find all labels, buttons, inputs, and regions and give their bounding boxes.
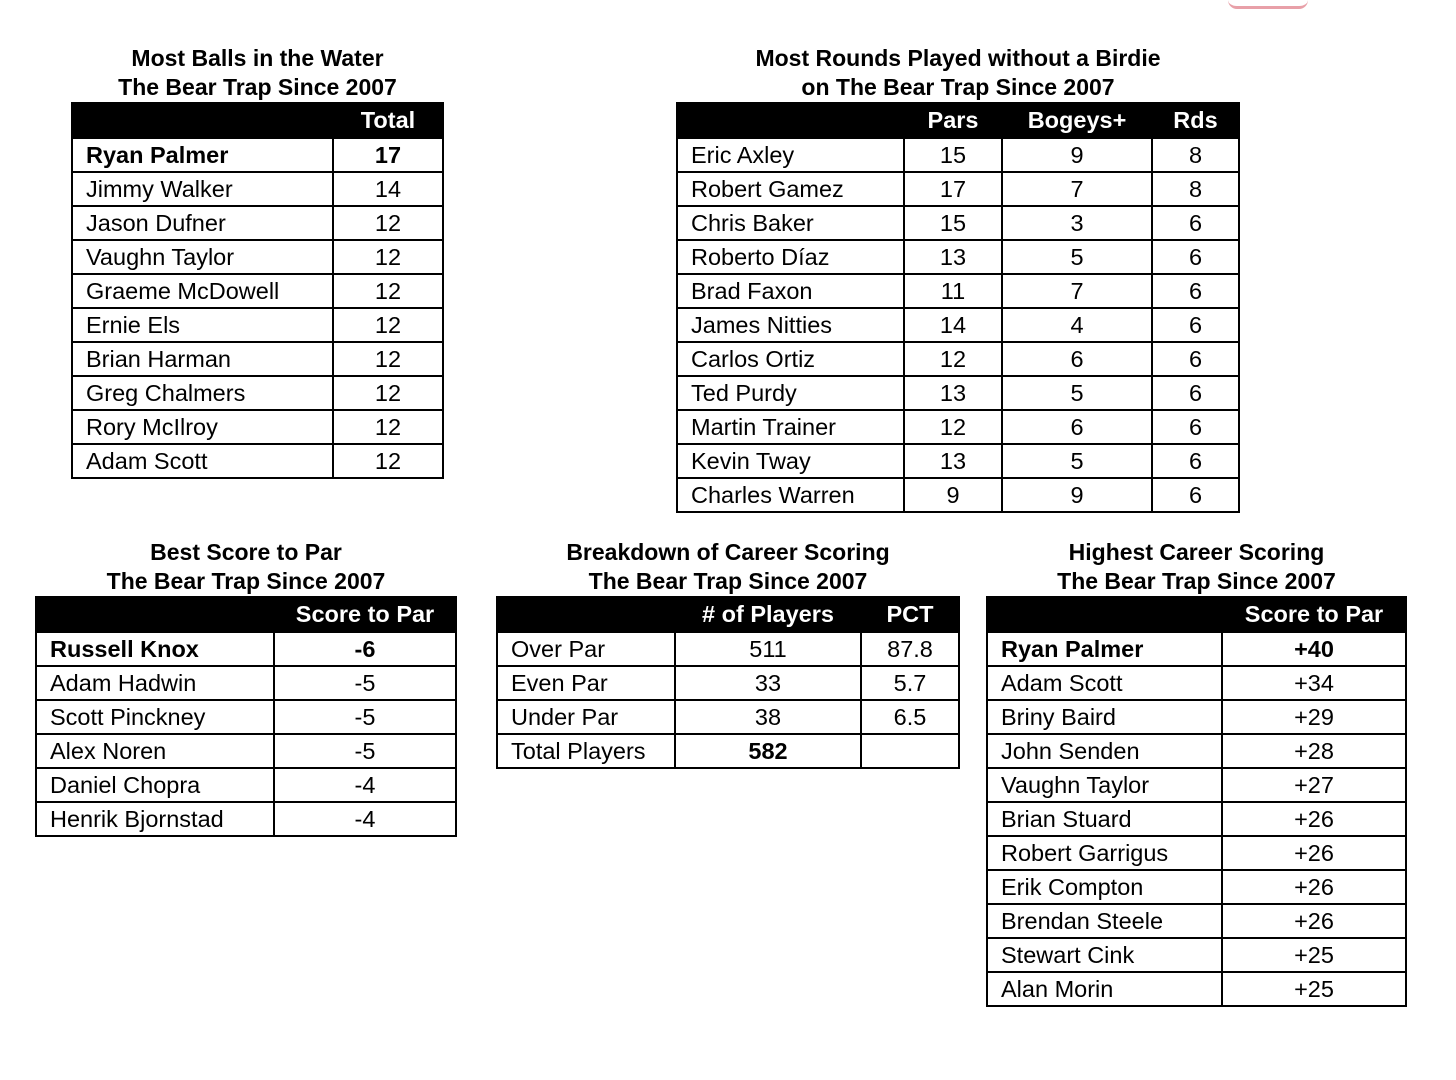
balls-total: 12 (333, 240, 443, 274)
table-row (987, 870, 1406, 904)
table-row (36, 734, 456, 768)
table-row (987, 938, 1406, 972)
table-row (677, 444, 1239, 478)
table-row (36, 666, 456, 700)
balls-water-body (72, 138, 443, 478)
rounds-count: 6 (1152, 206, 1239, 240)
balls-total: 17 (333, 138, 443, 172)
players-count: 38 (675, 700, 861, 734)
no-birdie-section (676, 44, 1240, 513)
player-name: Ryan Palmer (72, 138, 333, 172)
player-name: Roberto Díaz (677, 240, 904, 274)
category-label: Over Par (497, 632, 675, 666)
rounds-count: 6 (1152, 444, 1239, 478)
percentage: 5.7 (861, 666, 959, 700)
balls-water-title (71, 44, 444, 102)
player-name: Brian Stuard (987, 802, 1222, 836)
players-count: 511 (675, 632, 861, 666)
score-to-par: +25 (1222, 972, 1406, 1006)
bogeys-count: 4 (1002, 308, 1152, 342)
bogeys-count: 7 (1002, 274, 1152, 308)
table-row (72, 376, 443, 410)
breakdown-section (496, 538, 960, 769)
player-name: Alex Noren (36, 734, 274, 768)
category-label: Under Par (497, 700, 675, 734)
player-name: Brad Faxon (677, 274, 904, 308)
player-name: Graeme McDowell (72, 274, 333, 308)
pars-count: 13 (904, 240, 1002, 274)
header-name-cell (677, 103, 904, 138)
score-to-par: -5 (274, 666, 456, 700)
player-name: Jason Dufner (72, 206, 333, 240)
pars-count: 15 (904, 206, 1002, 240)
player-name: Robert Gamez (677, 172, 904, 206)
table-row (72, 308, 443, 342)
pars-count: 13 (904, 376, 1002, 410)
bogeys-count: 7 (1002, 172, 1152, 206)
player-name: Jimmy Walker (72, 172, 333, 206)
table-row (987, 802, 1406, 836)
balls-water-section (71, 44, 444, 479)
table-row (987, 768, 1406, 802)
player-name: Briny Baird (987, 700, 1222, 734)
rounds-count: 8 (1152, 138, 1239, 172)
percentage (861, 734, 959, 768)
balls-total: 12 (333, 206, 443, 240)
player-name: Stewart Cink (987, 938, 1222, 972)
table-row (497, 666, 959, 700)
table-row (987, 666, 1406, 700)
score-to-par: +26 (1222, 870, 1406, 904)
player-name: John Senden (987, 734, 1222, 768)
player-name: Carlos Ortiz (677, 342, 904, 376)
player-name: Ryan Palmer (987, 632, 1222, 666)
header-name-cell (987, 597, 1222, 632)
best-score-table (35, 596, 457, 837)
player-name: Greg Chalmers (72, 376, 333, 410)
player-name: Alan Morin (987, 972, 1222, 1006)
balls-total: 12 (333, 410, 443, 444)
best-score-title-line2: The Bear Trap Since 2007 (106, 568, 386, 594)
no-birdie-title (676, 44, 1240, 102)
bogeys-count: 5 (1002, 444, 1152, 478)
header-pct: PCT (861, 597, 959, 632)
no-birdie-table (676, 102, 1240, 513)
score-to-par: -6 (274, 632, 456, 666)
no-birdie-title-line1: Most Rounds Played without a Birdie (755, 45, 1161, 71)
pars-count: 17 (904, 172, 1002, 206)
player-name: Vaughn Taylor (987, 768, 1222, 802)
highest-title (986, 538, 1407, 596)
players-count: 582 (675, 734, 861, 768)
player-name: James Nitties (677, 308, 904, 342)
table-row (677, 410, 1239, 444)
player-name: Brian Harman (72, 342, 333, 376)
table-row (677, 138, 1239, 172)
rounds-count: 6 (1152, 410, 1239, 444)
table-row (72, 172, 443, 206)
table-row (72, 206, 443, 240)
bogeys-count: 9 (1002, 478, 1152, 512)
bogeys-count: 5 (1002, 240, 1152, 274)
header-label-cell (497, 597, 675, 632)
highest-body (987, 632, 1406, 1006)
table-row (497, 700, 959, 734)
score-to-par: -5 (274, 700, 456, 734)
pars-count: 13 (904, 444, 1002, 478)
bogeys-count: 6 (1002, 410, 1152, 444)
pars-count: 11 (904, 274, 1002, 308)
table-header-row (677, 103, 1239, 138)
players-count: 33 (675, 666, 861, 700)
table-row (987, 734, 1406, 768)
balls-total: 14 (333, 172, 443, 206)
table-row (497, 632, 959, 666)
rounds-count: 6 (1152, 308, 1239, 342)
table-row (987, 904, 1406, 938)
score-to-par: +34 (1222, 666, 1406, 700)
player-name: Ted Purdy (677, 376, 904, 410)
score-to-par: +25 (1222, 938, 1406, 972)
balls-total: 12 (333, 376, 443, 410)
score-to-par: -5 (274, 734, 456, 768)
table-row (677, 308, 1239, 342)
best-score-body (36, 632, 456, 836)
player-name: Ernie Els (72, 308, 333, 342)
rounds-count: 8 (1152, 172, 1239, 206)
balls-water-table (71, 102, 444, 479)
table-header-row (987, 597, 1406, 632)
pars-count: 12 (904, 342, 1002, 376)
table-row (987, 700, 1406, 734)
table-row (36, 802, 456, 836)
player-name: Rory McIlroy (72, 410, 333, 444)
header-score-to-par: Score to Par (1222, 597, 1406, 632)
bogeys-count: 9 (1002, 138, 1152, 172)
player-name: Kevin Tway (677, 444, 904, 478)
no-birdie-title-line2: on The Bear Trap Since 2007 (801, 74, 1115, 100)
percentage: 6.5 (861, 700, 959, 734)
balls-total: 12 (333, 342, 443, 376)
balls-total: 12 (333, 444, 443, 478)
header-score-to-par: Score to Par (274, 597, 456, 632)
header-name-cell (72, 103, 333, 138)
category-label: Even Par (497, 666, 675, 700)
highest-title-line2: The Bear Trap Since 2007 (1057, 568, 1336, 594)
pars-count: 12 (904, 410, 1002, 444)
pars-count: 9 (904, 478, 1002, 512)
table-row (987, 972, 1406, 1006)
table-row (72, 410, 443, 444)
table-row (72, 444, 443, 478)
score-to-par: -4 (274, 802, 456, 836)
best-score-title-line1: Best Score to Par (150, 539, 342, 565)
table-row (36, 632, 456, 666)
header-rds: Rds (1152, 103, 1239, 138)
table-row (497, 734, 959, 768)
header-pars: Pars (904, 103, 1002, 138)
balls-water-title-line2: The Bear Trap Since 2007 (118, 74, 397, 100)
player-name: Charles Warren (677, 478, 904, 512)
best-score-section (35, 538, 457, 837)
rounds-count: 6 (1152, 342, 1239, 376)
breakdown-title (496, 538, 960, 596)
table-row (677, 240, 1239, 274)
player-name: Vaughn Taylor (72, 240, 333, 274)
corner-decoration (1228, 0, 1308, 9)
table-row (677, 478, 1239, 512)
score-to-par: +28 (1222, 734, 1406, 768)
rounds-count: 6 (1152, 478, 1239, 512)
table-row (72, 342, 443, 376)
rounds-count: 6 (1152, 240, 1239, 274)
score-to-par: +26 (1222, 836, 1406, 870)
bogeys-count: 3 (1002, 206, 1152, 240)
table-row (987, 632, 1406, 666)
score-to-par: -4 (274, 768, 456, 802)
table-row (677, 342, 1239, 376)
player-name: Chris Baker (677, 206, 904, 240)
score-to-par: +29 (1222, 700, 1406, 734)
table-row (36, 700, 456, 734)
table-row (677, 206, 1239, 240)
table-row (987, 836, 1406, 870)
player-name: Martin Trainer (677, 410, 904, 444)
table-row (677, 376, 1239, 410)
player-name: Adam Hadwin (36, 666, 274, 700)
player-name: Adam Scott (987, 666, 1222, 700)
player-name: Erik Compton (987, 870, 1222, 904)
pars-count: 14 (904, 308, 1002, 342)
header-players: # of Players (675, 597, 861, 632)
percentage: 87.8 (861, 632, 959, 666)
table-header-row (72, 103, 443, 138)
table-row (72, 274, 443, 308)
pars-count: 15 (904, 138, 1002, 172)
highest-section (986, 538, 1407, 1007)
balls-total: 12 (333, 308, 443, 342)
balls-total: 12 (333, 274, 443, 308)
player-name: Adam Scott (72, 444, 333, 478)
player-name: Eric Axley (677, 138, 904, 172)
score-to-par: +40 (1222, 632, 1406, 666)
header-total: Total (333, 103, 443, 138)
player-name: Daniel Chopra (36, 768, 274, 802)
header-bogeys: Bogeys+ (1002, 103, 1152, 138)
category-label: Total Players (497, 734, 675, 768)
balls-water-title-line1: Most Balls in the Water (131, 45, 384, 71)
table-row (677, 172, 1239, 206)
breakdown-body (497, 632, 959, 768)
no-birdie-body (677, 138, 1239, 512)
rounds-count: 6 (1152, 274, 1239, 308)
score-to-par: +26 (1222, 904, 1406, 938)
table-row (36, 768, 456, 802)
bogeys-count: 6 (1002, 342, 1152, 376)
best-score-title (35, 538, 457, 596)
table-header-row (36, 597, 456, 632)
player-name: Brendan Steele (987, 904, 1222, 938)
header-name-cell (36, 597, 274, 632)
table-row (72, 138, 443, 172)
breakdown-title-line1: Breakdown of Career Scoring (566, 539, 890, 565)
player-name: Scott Pinckney (36, 700, 274, 734)
highest-title-line1: Highest Career Scoring (1068, 539, 1325, 565)
table-row (677, 274, 1239, 308)
breakdown-table (496, 596, 960, 769)
score-to-par: +27 (1222, 768, 1406, 802)
breakdown-title-line2: The Bear Trap Since 2007 (588, 568, 868, 594)
score-to-par: +26 (1222, 802, 1406, 836)
player-name: Russell Knox (36, 632, 274, 666)
bogeys-count: 5 (1002, 376, 1152, 410)
rounds-count: 6 (1152, 376, 1239, 410)
player-name: Henrik Bjornstad (36, 802, 274, 836)
highest-table (986, 596, 1407, 1007)
table-header-row (497, 597, 959, 632)
player-name: Robert Garrigus (987, 836, 1222, 870)
table-row (72, 240, 443, 274)
